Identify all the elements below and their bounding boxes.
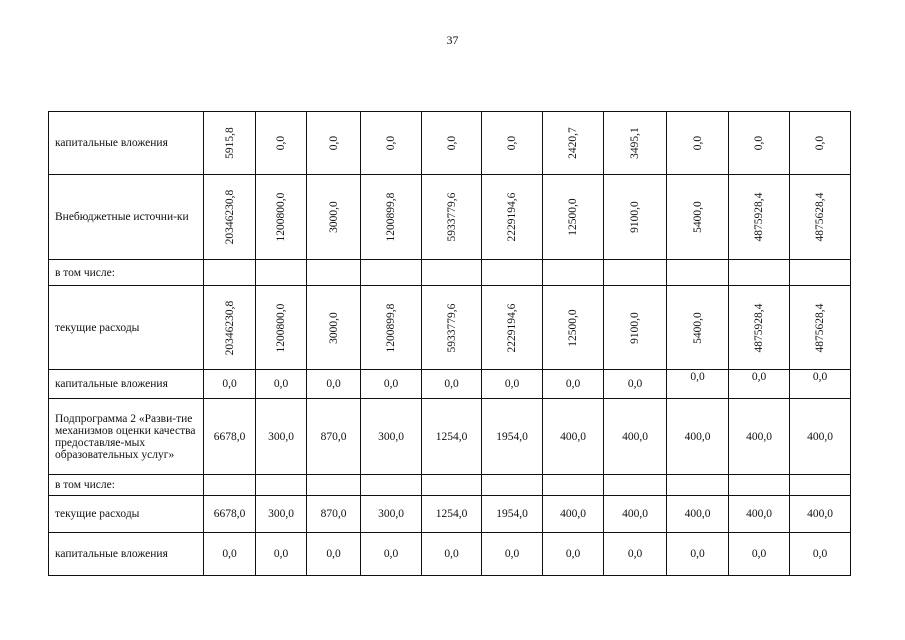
value-cell	[422, 175, 482, 260]
value-cell: 0,0	[204, 533, 256, 576]
value-cell: 0,0	[604, 533, 667, 576]
cell-value: 0,0	[385, 135, 397, 151]
cell-value: 1200899,8	[385, 192, 397, 242]
value-cell: 0,0	[604, 370, 667, 399]
cell-value: 0,0	[753, 135, 765, 151]
value-cell	[307, 286, 361, 370]
value-cell	[667, 112, 729, 175]
row-label: капитальные вложения	[49, 112, 204, 175]
value-cell	[790, 260, 851, 286]
value-cell	[256, 112, 307, 175]
value-cell	[604, 286, 667, 370]
cell-value: 0,0	[691, 135, 704, 151]
value-cell: 400,0	[543, 496, 604, 533]
value-cell	[790, 475, 851, 496]
value-cell: 0,0	[422, 533, 482, 576]
cell-value: 5933779,6	[445, 192, 458, 242]
value-cell	[729, 260, 790, 286]
row-label: в том числе:	[49, 475, 204, 496]
cell-value: 5915,8	[223, 127, 236, 159]
table-row	[49, 475, 851, 496]
value-cell: 1254,0	[422, 399, 482, 475]
row-label: текущие расходы	[49, 496, 204, 533]
value-cell: 400,0	[790, 496, 851, 533]
value-cell	[361, 175, 422, 260]
row-label: текущие расходы	[49, 286, 204, 370]
cell-value: 4875928,4	[753, 303, 765, 352]
value-cell	[790, 112, 851, 175]
value-cell: 0,0	[361, 533, 422, 576]
value-cell	[204, 475, 256, 496]
cell-value: 5400,0	[691, 311, 704, 344]
table-row	[49, 112, 851, 175]
value-cell: 0,0	[790, 370, 851, 399]
value-cell: 0,0	[543, 533, 604, 576]
value-cell: 400,0	[604, 496, 667, 533]
value-cell	[422, 286, 482, 370]
value-cell: 0,0	[482, 533, 543, 576]
table-row	[49, 286, 851, 370]
value-cell	[256, 260, 307, 286]
value-cell	[307, 475, 361, 496]
value-cell	[422, 112, 482, 175]
table-row	[49, 370, 851, 399]
row-label: Внебюджетные источни-ки	[49, 175, 204, 260]
value-cell	[256, 175, 307, 260]
value-cell	[361, 286, 422, 370]
value-cell: 0,0	[204, 370, 256, 399]
value-cell	[422, 260, 482, 286]
value-cell	[204, 112, 256, 175]
cell-value: 20346230,8	[223, 300, 236, 355]
cell-value: 4875928,4	[753, 192, 765, 242]
value-cell	[307, 175, 361, 260]
value-cell	[482, 475, 543, 496]
value-cell: 300,0	[256, 496, 307, 533]
cell-value: 0,0	[327, 135, 340, 151]
value-cell: 0,0	[256, 370, 307, 399]
value-cell: 300,0	[361, 399, 422, 475]
value-cell	[790, 175, 851, 260]
value-cell	[482, 286, 543, 370]
value-cell: 0,0	[729, 370, 790, 399]
value-cell: 0,0	[667, 533, 729, 576]
value-cell: 0,0	[361, 370, 422, 399]
cell-value: 4875628,4	[814, 303, 826, 352]
value-cell: 0,0	[307, 533, 361, 576]
value-cell	[543, 175, 604, 260]
cell-value: 0,0	[506, 135, 518, 151]
value-cell	[729, 112, 790, 175]
value-cell: 1954,0	[482, 496, 543, 533]
cell-value: 5933779,6	[445, 303, 458, 352]
value-cell	[482, 260, 543, 286]
value-cell: 1954,0	[482, 399, 543, 475]
row-label: в том числе:	[49, 260, 204, 286]
value-cell	[361, 475, 422, 496]
value-cell	[543, 260, 604, 286]
value-cell	[667, 286, 729, 370]
value-cell	[729, 286, 790, 370]
value-cell: 300,0	[256, 399, 307, 475]
value-cell: 0,0	[422, 370, 482, 399]
value-cell: 400,0	[667, 399, 729, 475]
cell-value: 2229194,6	[506, 192, 518, 242]
value-cell: 400,0	[790, 399, 851, 475]
value-cell: 400,0	[604, 399, 667, 475]
value-cell	[204, 286, 256, 370]
value-cell: 400,0	[729, 399, 790, 475]
value-cell	[361, 260, 422, 286]
value-cell: 1254,0	[422, 496, 482, 533]
value-cell	[667, 475, 729, 496]
value-cell	[543, 112, 604, 175]
value-cell	[543, 286, 604, 370]
value-cell: 0,0	[667, 370, 729, 399]
cell-value: 2420,7	[567, 127, 579, 159]
cell-value: 12500,0	[567, 308, 579, 347]
value-cell: 400,0	[543, 399, 604, 475]
cell-value: 9100,0	[629, 311, 641, 344]
value-cell	[307, 112, 361, 175]
value-cell	[256, 286, 307, 370]
cell-value: 3000,0	[327, 201, 340, 233]
value-cell: 870,0	[307, 399, 361, 475]
value-cell	[604, 175, 667, 260]
value-cell: 6678,0	[204, 496, 256, 533]
value-cell	[667, 175, 729, 260]
cell-value: 12500,0	[567, 198, 579, 236]
table-row	[49, 496, 851, 533]
value-cell	[667, 260, 729, 286]
value-cell	[361, 112, 422, 175]
cell-value: 2229194,6	[506, 303, 518, 352]
cell-value: 3000,0	[327, 311, 340, 344]
row-label: Подпрограмма 2 «Разви-тие механизмов оценки качества предоставляе-мых образовательных услуг»	[49, 399, 204, 475]
cell-value: 1200899,8	[385, 303, 397, 352]
cell-value: 5400,0	[691, 201, 704, 233]
value-cell	[543, 475, 604, 496]
cell-value: 9100,0	[629, 201, 641, 233]
value-cell	[790, 286, 851, 370]
value-cell: 400,0	[667, 496, 729, 533]
value-cell: 0,0	[256, 533, 307, 576]
budget-table	[48, 111, 851, 576]
cell-value: 0,0	[275, 135, 287, 151]
value-cell	[604, 260, 667, 286]
cell-value: 20346230,8	[223, 189, 236, 245]
table-row	[49, 399, 851, 475]
value-cell: 6678,0	[204, 399, 256, 475]
value-cell: 0,0	[729, 533, 790, 576]
cell-value: 1200800,0	[275, 192, 287, 242]
value-cell: 0,0	[790, 533, 851, 576]
cell-value: 1200800,0	[275, 303, 287, 352]
value-cell	[482, 112, 543, 175]
table-row	[49, 533, 851, 576]
row-label: капитальные вложения	[49, 370, 204, 399]
table-row	[49, 175, 851, 260]
value-cell	[604, 475, 667, 496]
value-cell	[729, 475, 790, 496]
table-row	[49, 260, 851, 286]
value-cell	[482, 175, 543, 260]
value-cell: 0,0	[307, 370, 361, 399]
value-cell: 0,0	[482, 370, 543, 399]
value-cell: 300,0	[361, 496, 422, 533]
cell-value: 3495,1	[629, 127, 641, 159]
value-cell	[204, 260, 256, 286]
value-cell	[422, 475, 482, 496]
value-cell	[256, 475, 307, 496]
value-cell: 400,0	[729, 496, 790, 533]
value-cell	[604, 112, 667, 175]
value-cell	[204, 175, 256, 260]
value-cell	[307, 260, 361, 286]
value-cell: 870,0	[307, 496, 361, 533]
cell-value: 0,0	[814, 135, 826, 151]
value-cell: 0,0	[543, 370, 604, 399]
row-label: капитальные вложения	[49, 533, 204, 576]
page-number: 37	[446, 33, 459, 47]
cell-value: 4875628,4	[814, 192, 826, 242]
value-cell	[729, 175, 790, 260]
cell-value: 0,0	[445, 135, 458, 151]
